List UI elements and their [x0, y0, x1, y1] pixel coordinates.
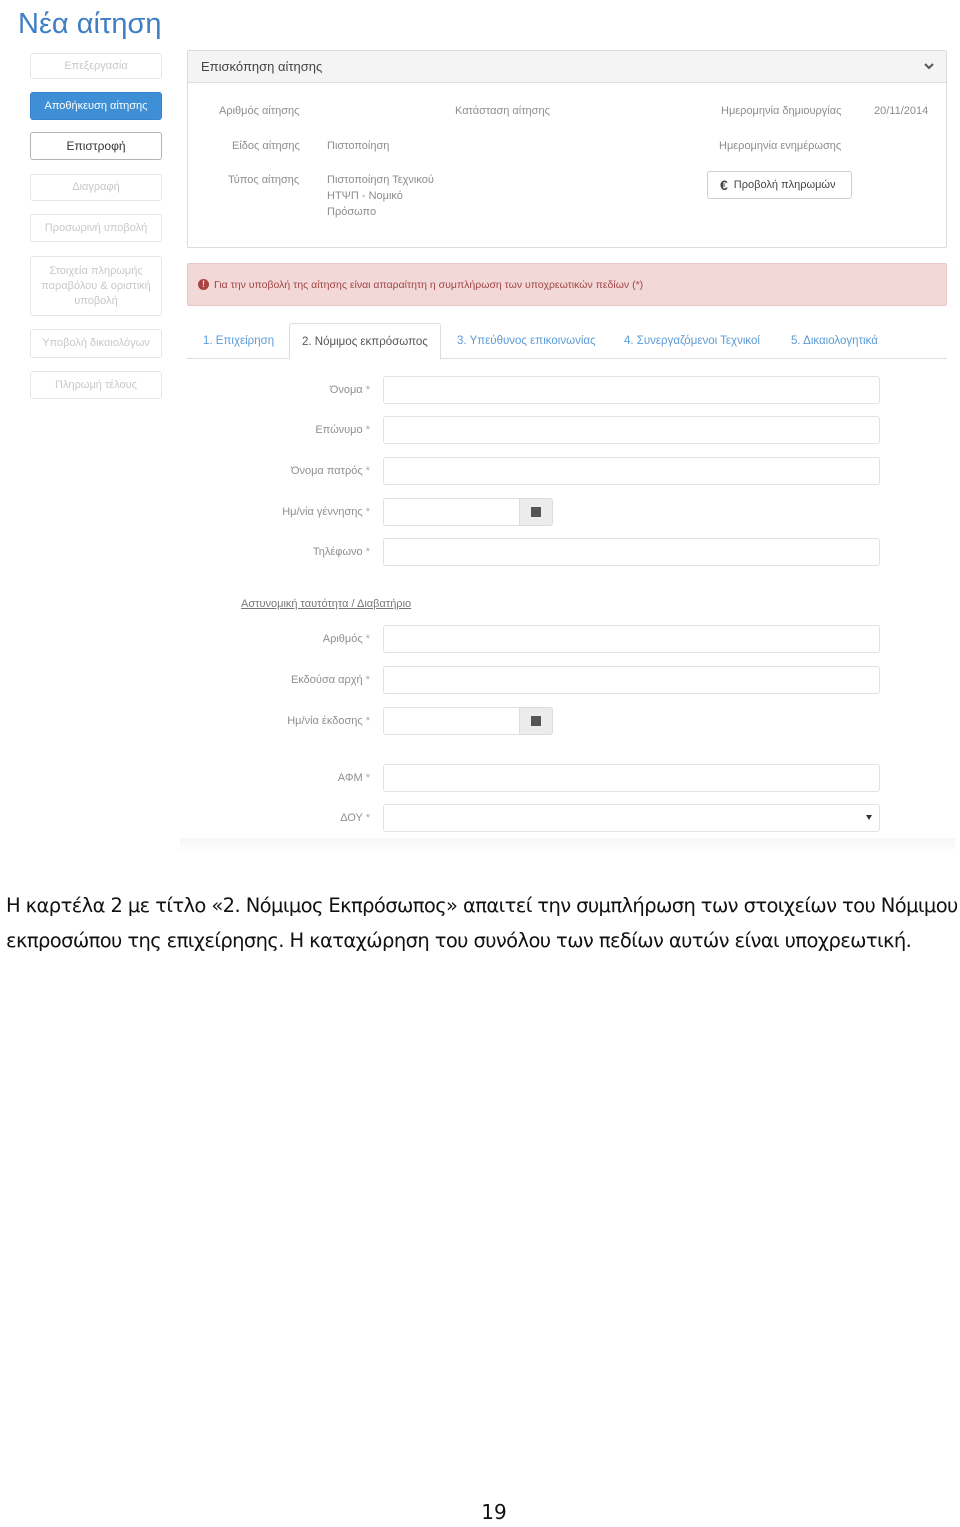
creation-date-value: 20/11/2014	[874, 105, 929, 117]
application-type-value: Πιστοποίηση Τεχνικού ΗΤΨΠ - Νομικό Πρόσωπο	[327, 174, 434, 218]
issue-date-calendar-button[interactable]	[519, 707, 553, 735]
last-name-input[interactable]	[383, 416, 880, 444]
submit-documents-button[interactable]: Υποβολή δικαιολόγων	[30, 329, 162, 358]
issue-date-label: Ημ/νία έκδοσης *	[287, 715, 370, 727]
birth-date-label: Ημ/νία γέννησης *	[282, 506, 370, 518]
temporary-submit-button[interactable]: Προσωρινή υποβολή	[30, 214, 162, 242]
afm-input[interactable]	[383, 764, 880, 792]
father-name-input[interactable]	[383, 457, 880, 485]
page-number: 19	[481, 1500, 507, 1524]
issuing-authority-input[interactable]	[383, 666, 880, 694]
issue-date-input[interactable]	[383, 707, 520, 735]
caret-down-icon	[866, 815, 872, 820]
update-date-label: Ημερομηνία ενημέρωσης	[719, 140, 842, 152]
alert-icon: !	[198, 279, 209, 290]
tab-cooperating-technicians[interactable]: 4. Συνεργαζόμενοι Τεχνικοί	[624, 335, 760, 347]
application-number-label: Αριθμός αίτησης	[219, 105, 300, 117]
id-number-label: Αριθμός *	[322, 633, 370, 645]
pay-fee-button[interactable]: Πληρωμή τέλους	[30, 371, 162, 399]
tab-documents[interactable]: 5. Δικαιολογητικά	[791, 335, 878, 347]
calendar-icon	[531, 507, 541, 517]
application-type-label: Τύπος αίτησης	[228, 174, 300, 186]
back-button[interactable]: Επιστροφή	[30, 132, 162, 160]
first-name-input[interactable]	[383, 376, 880, 404]
application-kind-value: Πιστοποίηση	[327, 140, 390, 152]
overview-panel-header[interactable]	[188, 51, 946, 83]
phone-input[interactable]	[383, 538, 880, 566]
birth-date-input[interactable]	[383, 498, 520, 526]
phone-label: Τηλέφωνο *	[312, 546, 370, 558]
overview-title: Επισκόπηση αίτησης	[201, 59, 323, 74]
id-number-input[interactable]	[383, 625, 880, 653]
form-tabs	[187, 323, 947, 359]
birth-date-calendar-button[interactable]	[519, 498, 553, 526]
application-kind-label: Είδος αίτησης	[232, 140, 300, 152]
delete-button[interactable]: Διαγραφή	[30, 174, 162, 201]
id-passport-section-link[interactable]: Αστυνομική ταυτότητα / Διαβατήριο	[241, 598, 412, 610]
required-fields-alert	[187, 263, 947, 306]
afm-label: ΑΦΜ *	[337, 772, 370, 784]
father-name-label: Όνομα πατρός *	[290, 465, 370, 477]
application-status-label: Κατάσταση αίτησης	[455, 105, 550, 117]
euro-icon: €	[720, 177, 728, 193]
issuing-authority-label: Εκδούσα αρχή *	[290, 674, 370, 686]
panel-bottom-edge	[180, 838, 955, 854]
view-payments-label: Προβολή πληρωμών	[733, 179, 836, 191]
alert-text: Για την υποβολή της αίτησης είναι απαραίτητη η συμπλήρωση των υποχρεωτικών πεδίων (*)	[214, 278, 644, 291]
edit-button[interactable]: Επεξεργασία	[30, 53, 162, 79]
last-name-label: Επώνυμο *	[315, 424, 370, 436]
tab-contact-person[interactable]: 3. Υπεύθυνος επικοινωνίας	[457, 335, 596, 347]
save-application-button[interactable]: Αποθήκευση αίτησης	[30, 92, 162, 120]
first-name-label: Όνομα *	[329, 384, 370, 396]
page-title: Νέα αίτηση	[18, 8, 162, 40]
tab-business[interactable]: 1. Επιχείρηση	[203, 335, 275, 347]
chevron-down-icon[interactable]	[924, 61, 934, 71]
figure-caption: Η καρτέλα 2 με τίτλο «2. Νόμιμος Εκπρόσωπος» απαιτεί την συμπλήρωση των στοιχείων του Νόμιμου εκπροσώπου της επιχείρησης. Η καταχώρηση του συνόλου των πεδίων αυτών είναι υποχρεωτική.	[6, 894, 958, 952]
doy-label: ΔΟΥ *	[340, 812, 370, 824]
doy-select[interactable]	[383, 804, 880, 832]
creation-date-label: Ημερομηνία δημιουργίας	[721, 105, 842, 117]
tab-legal-representative[interactable]: 2. Νόμιμος εκπρόσωπος	[289, 323, 441, 360]
view-payments-button[interactable]	[707, 171, 852, 199]
calendar-icon	[531, 716, 541, 726]
payment-final-submit-button[interactable]: Στοιχεία πληρωμής παραβόλου & οριστική υποβολή	[30, 256, 162, 316]
overview-panel	[187, 50, 947, 248]
